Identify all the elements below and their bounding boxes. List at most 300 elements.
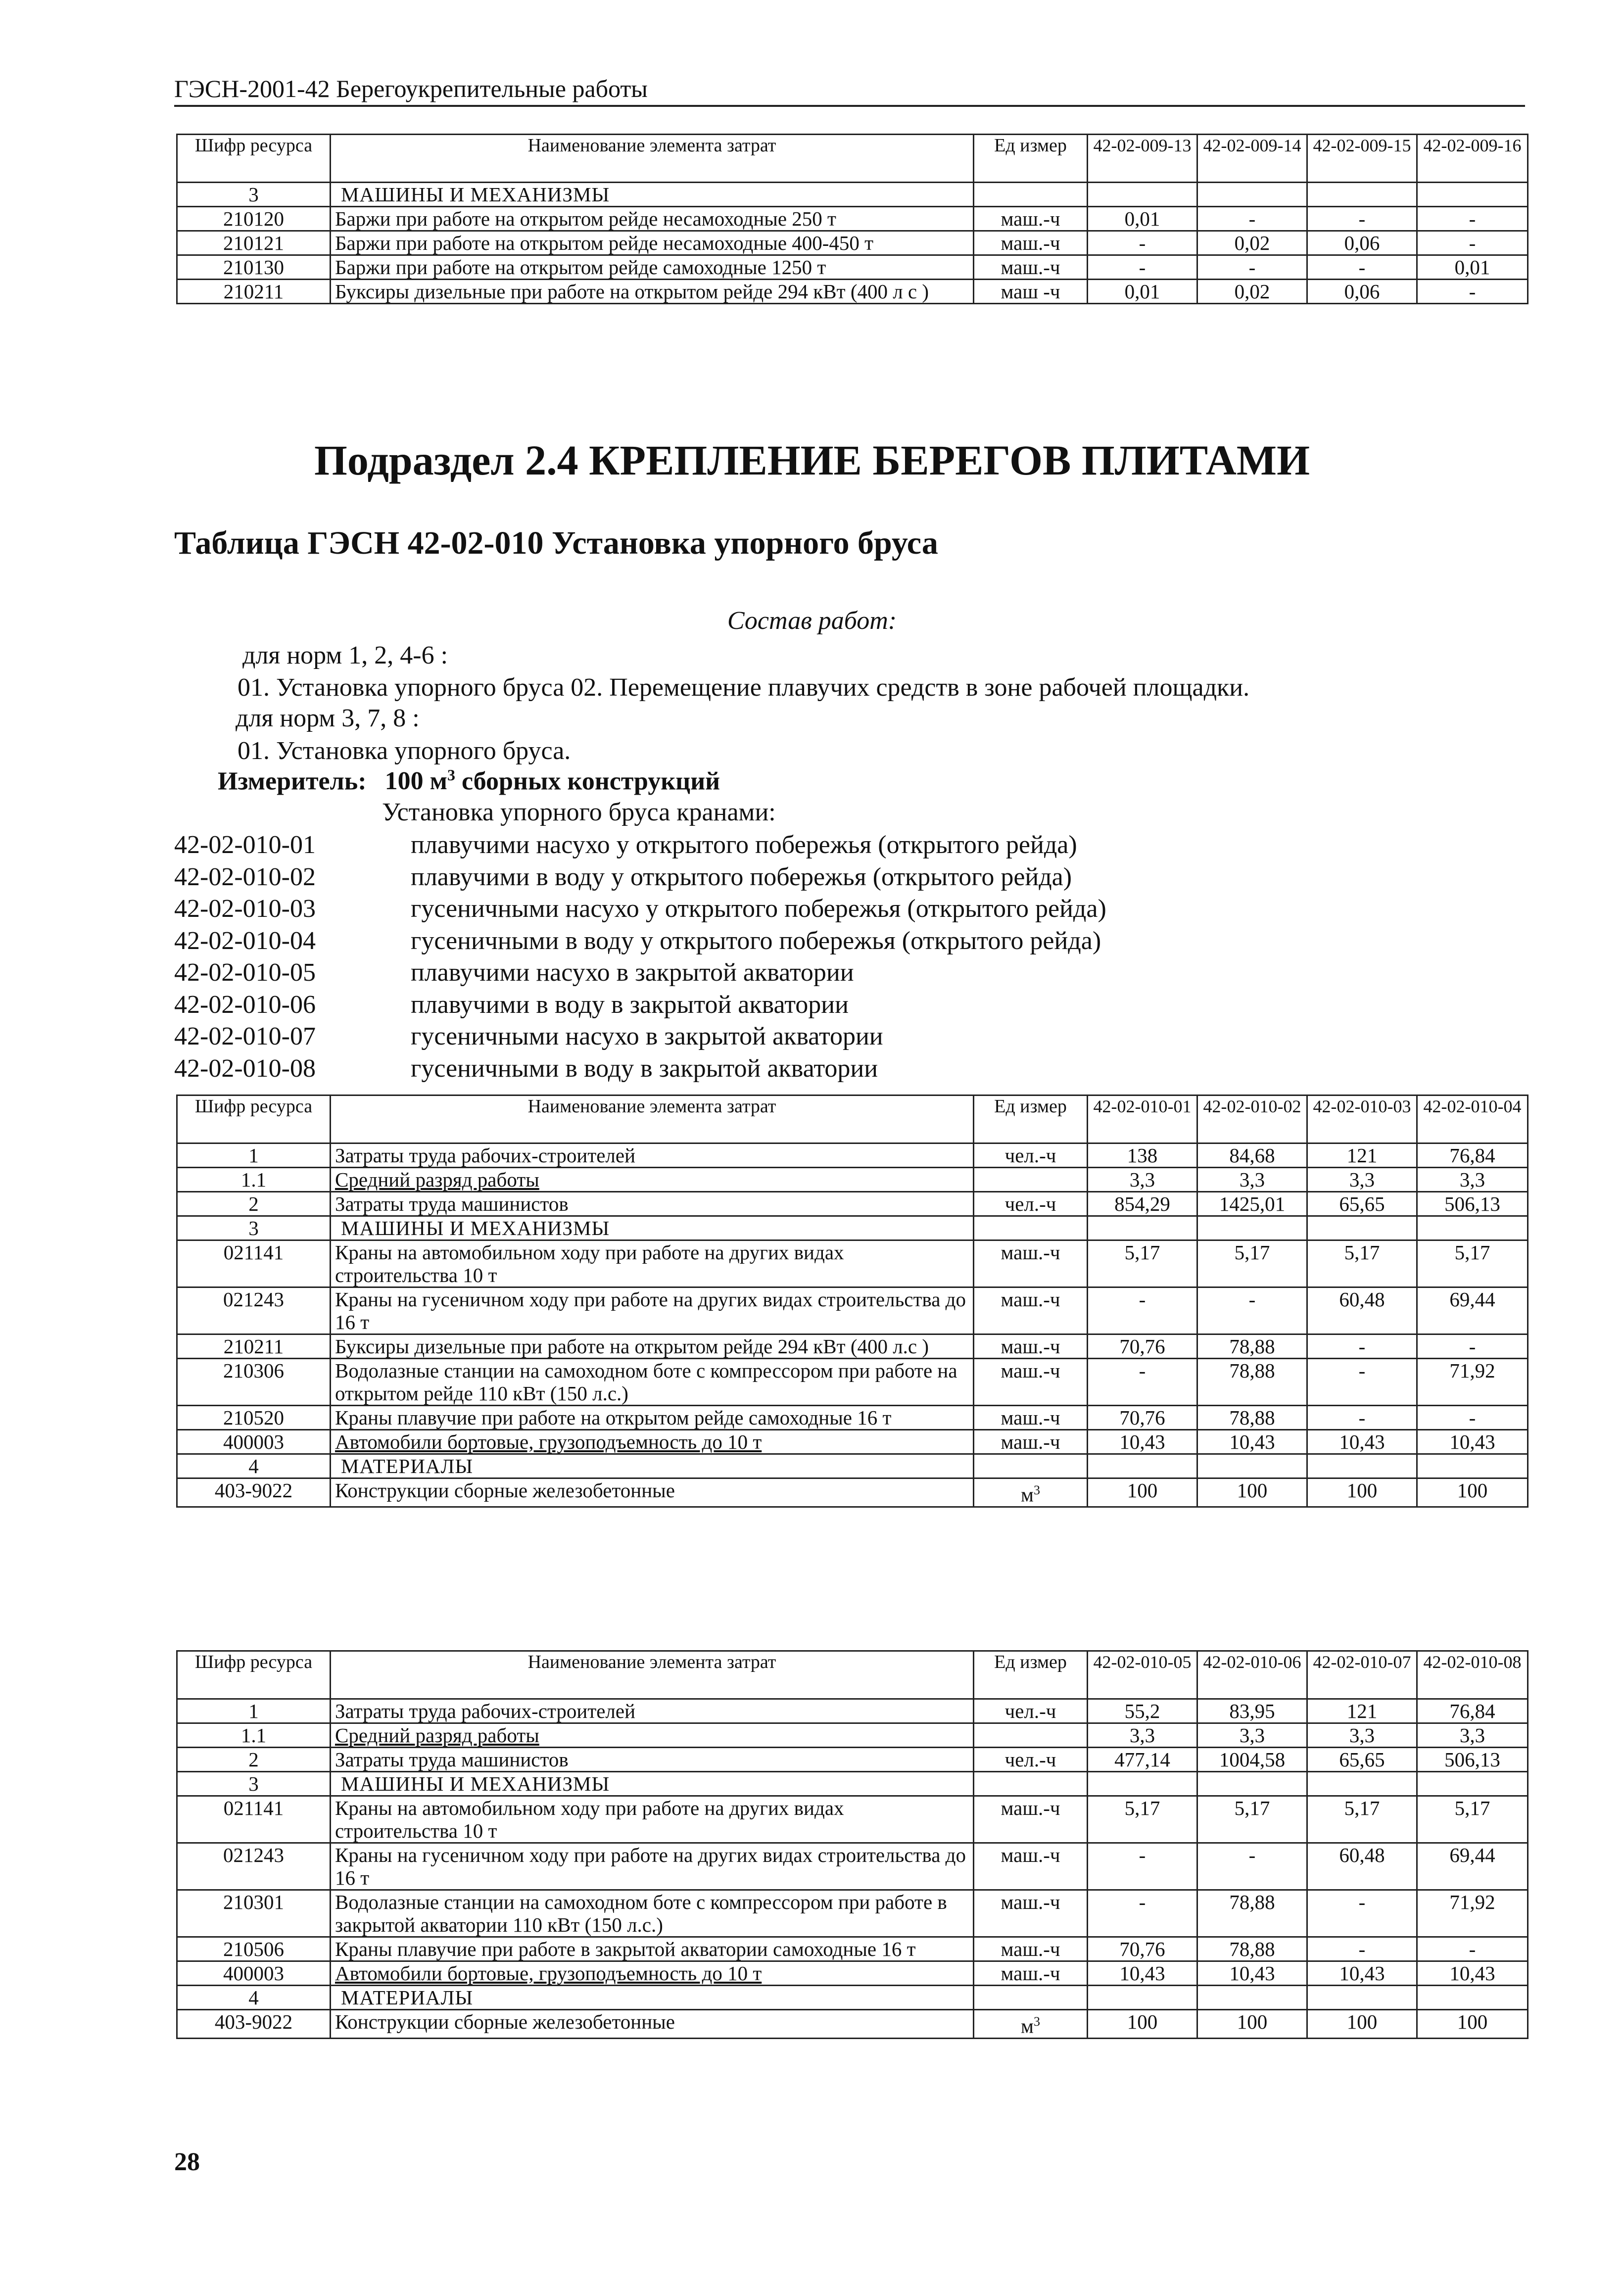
- unit-text: м: [1021, 2014, 1034, 2038]
- header-name: Наименование элемента затрат: [331, 135, 974, 183]
- header-norm-column: 42-02-010-05: [1088, 1651, 1197, 1699]
- norm-value: 100: [1197, 2010, 1307, 2039]
- norm-value: 3,3: [1307, 1723, 1417, 1748]
- norm-value: -: [1088, 231, 1197, 255]
- norm-value: 3,3: [1197, 1723, 1307, 1748]
- norm-value: 3,3: [1088, 1168, 1197, 1192]
- resource-code: 210121: [177, 231, 331, 255]
- norm-value: 3,3: [1307, 1168, 1417, 1192]
- resource-code: 2: [177, 1192, 331, 1216]
- norm-value: 1425,01: [1197, 1192, 1307, 1216]
- resource-name: Буксиры дизельные при работе на открытом рейде 294 кВт (400 л с ): [331, 280, 974, 304]
- norm-value: 5,17: [1197, 1796, 1307, 1843]
- norm-value: 10,43: [1307, 1430, 1417, 1454]
- unit-text: маш.-ч: [1001, 232, 1060, 254]
- resource-name: Краны на автомобильном ходу при работе на других видах строительства 10 т: [331, 1240, 974, 1287]
- norm-value: 70,76: [1088, 1937, 1197, 1961]
- norm-description: плавучими насухо в закрытой акватории: [411, 958, 854, 987]
- section-title: МАТЕРИАЛЫ: [331, 1986, 974, 2010]
- section-row: [177, 183, 1528, 207]
- empty-cell: [1307, 1454, 1417, 1478]
- unit-text: маш.-ч: [1001, 207, 1060, 230]
- norm-description: плавучими в воду в закрытой акватории: [411, 990, 849, 1019]
- empty-cell: [1307, 1772, 1417, 1796]
- norm-code: 42-02-010-01: [174, 831, 316, 859]
- norm-code: 42-02-010-03: [174, 895, 316, 923]
- resource-code: 210506: [177, 1937, 331, 1961]
- table-row: [177, 1961, 1528, 1986]
- resource-name: Затраты труда рабочих-строителей: [331, 1699, 974, 1723]
- header-code: Шифр ресурса: [177, 135, 331, 183]
- norm-code: 42-02-010-02: [174, 862, 316, 891]
- table-row: [177, 2010, 1528, 2039]
- norm-value: 78,88: [1197, 1406, 1307, 1430]
- norm-value: 65,65: [1307, 1748, 1417, 1772]
- norm-value: 0,02: [1197, 231, 1307, 255]
- norm-value: 83,95: [1197, 1699, 1307, 1723]
- norm-value: -: [1307, 1890, 1417, 1937]
- section-title: МАШИНЫ И МЕХАНИЗМЫ: [331, 1216, 974, 1240]
- resource-name: Затраты труда машинистов: [331, 1192, 974, 1216]
- norm-description: гусеничными в воду в закрытой акватории: [411, 1054, 878, 1083]
- resource-name: Баржи при работе на открытом рейде несамоходные 400-450 т: [331, 231, 974, 255]
- empty-cell: [974, 1772, 1088, 1796]
- norm-value: 506,13: [1417, 1192, 1528, 1216]
- norm-value: 10,43: [1197, 1961, 1307, 1986]
- empty-cell: [1088, 1986, 1197, 2010]
- norm-value: 78,88: [1197, 1359, 1307, 1406]
- resource-unit: [974, 255, 1088, 280]
- table-row: [177, 1748, 1528, 1772]
- empty-cell: [1197, 183, 1307, 207]
- resource-code: 1: [177, 1143, 331, 1168]
- table-row: [177, 207, 1528, 231]
- resource-unit: [974, 207, 1088, 231]
- section-number: 3: [177, 183, 331, 207]
- header-norm-column: 42-02-010-04: [1417, 1095, 1528, 1143]
- empty-cell: [1417, 1454, 1528, 1478]
- empty-cell: [1088, 183, 1197, 207]
- unit-text: маш.-ч: [1001, 1891, 1060, 1913]
- norm-value: 71,92: [1417, 1359, 1528, 1406]
- norm-value: 100: [1088, 1478, 1197, 1507]
- norm-value: 5,17: [1307, 1796, 1417, 1843]
- resource-name: Водолазные станции на самоходном боте с компрессором при работе на открытом рейде 110 кВт (150 л.с.): [331, 1359, 974, 1406]
- unit-text: м: [1021, 1483, 1034, 1506]
- norm-value: 5,17: [1197, 1240, 1307, 1287]
- empty-cell: [1088, 1772, 1197, 1796]
- norm-value: 506,13: [1417, 1748, 1528, 1772]
- table-row: [177, 1430, 1528, 1454]
- resource-code: 210211: [177, 1334, 331, 1359]
- table-row: [177, 255, 1528, 280]
- section-row: [177, 1986, 1528, 2010]
- section-number: 4: [177, 1454, 331, 1478]
- header-norm-column: 42-02-009-16: [1417, 135, 1528, 183]
- empty-cell: [1417, 183, 1528, 207]
- resource-name: Средний разряд работы: [331, 1723, 974, 1748]
- norm-value: 60,48: [1307, 1287, 1417, 1334]
- resource-unit: [974, 1287, 1088, 1334]
- norm-value: -: [1307, 1406, 1417, 1430]
- norm-value: 477,14: [1088, 1748, 1197, 1772]
- resource-name: Автомобили бортовые, грузоподъемность до 10 т: [331, 1430, 974, 1454]
- norm-value: -: [1088, 255, 1197, 280]
- resource-unit: [974, 1937, 1088, 1961]
- header-unit: Ед измер: [974, 1651, 1088, 1699]
- section-row: [177, 1772, 1528, 1796]
- norm-value: 0,06: [1307, 231, 1417, 255]
- norm-value: 10,43: [1307, 1961, 1417, 1986]
- unit-text: маш -ч: [1001, 280, 1060, 303]
- unit-sup: 3: [1033, 2014, 1040, 2029]
- norm-description: гусеничными насухо у открытого побережья (открытого рейда): [411, 895, 1106, 923]
- composition-steps-2: 01. Установка упорного бруса.: [238, 737, 571, 765]
- empty-cell: [1088, 1454, 1197, 1478]
- measure-line: [218, 766, 720, 796]
- measure-value: 100 м: [384, 767, 448, 796]
- empty-cell: [1307, 183, 1417, 207]
- resource-unit: [974, 231, 1088, 255]
- unit-text: маш.-ч: [1001, 1359, 1060, 1382]
- table-header-row: [177, 1651, 1528, 1699]
- empty-cell: [1197, 1216, 1307, 1240]
- norm-value: 65,65: [1307, 1192, 1417, 1216]
- resource-unit: [974, 1406, 1088, 1430]
- norm-value: -: [1088, 1890, 1197, 1937]
- page-number: 28: [174, 2148, 200, 2176]
- resource-name: Затраты труда рабочих-строителей: [331, 1143, 974, 1168]
- unit-text: маш.-ч: [1001, 1335, 1060, 1358]
- unit-text: маш.-ч: [1001, 1938, 1060, 1960]
- norm-value: 69,44: [1417, 1287, 1528, 1334]
- resource-code: 400003: [177, 1430, 331, 1454]
- resource-table-010-a: [176, 1094, 1528, 1508]
- resource-unit: [974, 2010, 1088, 2039]
- resource-unit: [974, 1961, 1088, 1986]
- composition-steps-1: 01. Установка упорного бруса 02. Перемещение плавучих средств в зоне рабочей площадки.: [238, 673, 1250, 702]
- header-rule: [174, 105, 1525, 107]
- measure-sup: 3: [447, 766, 456, 784]
- resource-name: Водолазные станции на самоходном боте с компрессором при работе в закрытой акватории 110 кВт (150 л.с.): [331, 1890, 974, 1937]
- empty-cell: [1417, 1772, 1528, 1796]
- norm-value: 70,76: [1088, 1334, 1197, 1359]
- table-row: [177, 1699, 1528, 1723]
- resource-unit: [974, 1240, 1088, 1287]
- resource-name: Краны на гусеничном ходу при работе на других видах строительства до 16 т: [331, 1843, 974, 1890]
- resource-unit: [974, 1334, 1088, 1359]
- norm-description: плавучими насухо у открытого побережья (открытого рейда): [411, 831, 1077, 859]
- composition-for-norms-1: для норм 1, 2, 4-6 :: [242, 641, 448, 669]
- norm-value: 5,17: [1417, 1796, 1528, 1843]
- norm-value: 10,43: [1197, 1430, 1307, 1454]
- norm-value: -: [1307, 1334, 1417, 1359]
- norm-value: 138: [1088, 1143, 1197, 1168]
- header-norm-column: 42-02-009-15: [1307, 135, 1417, 183]
- section-number: 3: [177, 1772, 331, 1796]
- norm-value: 100: [1417, 2010, 1528, 2039]
- norm-code: 42-02-010-07: [174, 1022, 316, 1050]
- resource-unit: [974, 1430, 1088, 1454]
- norm-value: 5,17: [1417, 1240, 1528, 1287]
- header-name: Наименование элемента затрат: [331, 1651, 974, 1699]
- resource-code: 2: [177, 1748, 331, 1772]
- norm-value: 69,44: [1417, 1843, 1528, 1890]
- unit-text: маш.-ч: [1001, 1288, 1060, 1311]
- table-row: [177, 1406, 1528, 1430]
- norm-value: 5,17: [1307, 1240, 1417, 1287]
- resource-name: Краны плавучие при работе в закрытой акватории самоходные 16 т: [331, 1937, 974, 1961]
- norm-value: 100: [1307, 2010, 1417, 2039]
- norm-value: 121: [1307, 1143, 1417, 1168]
- norm-value: -: [1417, 280, 1528, 304]
- resource-name: Автомобили бортовые, грузоподъемность до 10 т: [331, 1961, 974, 1986]
- measure-rest: сборных конструкций: [455, 767, 720, 796]
- norm-value: 78,88: [1197, 1334, 1307, 1359]
- norm-code: 42-02-010-04: [174, 926, 316, 955]
- norm-value: -: [1307, 255, 1417, 280]
- norm-value: 3,3: [1088, 1723, 1197, 1748]
- norm-description: плавучими в воду у открытого побережья (открытого рейда): [411, 862, 1072, 891]
- header-norm-column: 42-02-010-06: [1197, 1651, 1307, 1699]
- table-row: [177, 1334, 1528, 1359]
- table-row: [177, 1143, 1528, 1168]
- norm-value: 100: [1307, 1478, 1417, 1507]
- resource-name: Баржи при работе на открытом рейде несамоходные 250 т: [331, 207, 974, 231]
- table-row: [177, 1168, 1528, 1192]
- norm-value: 55,2: [1088, 1699, 1197, 1723]
- section-number: 3: [177, 1216, 331, 1240]
- composition-heading: Состав работ:: [727, 607, 897, 635]
- header-norm-column: 42-02-010-08: [1417, 1651, 1528, 1699]
- header-norm-column: 42-02-010-01: [1088, 1095, 1197, 1143]
- empty-cell: [974, 1986, 1088, 2010]
- norm-value: 3,3: [1197, 1168, 1307, 1192]
- norm-value: 3,3: [1417, 1723, 1528, 1748]
- resource-code: 021243: [177, 1843, 331, 1890]
- norm-value: -: [1088, 1287, 1197, 1334]
- norm-code: 42-02-010-06: [174, 990, 316, 1019]
- resource-code: 021141: [177, 1240, 331, 1287]
- resource-name: Буксиры дизельные при работе на открытом рейде 294 кВт (400 л.с ): [331, 1334, 974, 1359]
- norm-value: -: [1307, 1937, 1417, 1961]
- resource-name: Краны плавучие при работе на открытом рейде самоходные 16 т: [331, 1406, 974, 1430]
- norm-value: 76,84: [1417, 1699, 1528, 1723]
- norm-value: -: [1197, 255, 1307, 280]
- norm-value: 854,29: [1088, 1192, 1197, 1216]
- section-number: 4: [177, 1986, 331, 2010]
- resource-code: 1: [177, 1699, 331, 1723]
- resource-unit: [974, 1143, 1088, 1168]
- norm-value: -: [1197, 1843, 1307, 1890]
- section-row: [177, 1216, 1528, 1240]
- table-row: [177, 1843, 1528, 1890]
- norm-value: 78,88: [1197, 1937, 1307, 1961]
- empty-cell: [974, 1454, 1088, 1478]
- norm-value: 5,17: [1088, 1240, 1197, 1287]
- table-row: [177, 1287, 1528, 1334]
- table-header-row: [177, 1095, 1528, 1143]
- resource-code: 210211: [177, 280, 331, 304]
- norm-value: -: [1088, 1843, 1197, 1890]
- resource-name: Средний разряд работы: [331, 1168, 974, 1192]
- resource-unit: [974, 1890, 1088, 1937]
- norm-value: 3,3: [1417, 1168, 1528, 1192]
- empty-cell: [1417, 1986, 1528, 2010]
- table-row: [177, 1240, 1528, 1287]
- unit-text: маш.-ч: [1001, 1844, 1060, 1866]
- empty-cell: [1197, 1986, 1307, 2010]
- norm-value: -: [1307, 1359, 1417, 1406]
- resource-code: 021141: [177, 1796, 331, 1843]
- table-row: [177, 1937, 1528, 1961]
- empty-cell: [1197, 1772, 1307, 1796]
- resource-name: Краны на автомобильном ходу при работе на других видах строительства 10 т: [331, 1796, 974, 1843]
- norm-value: 70,76: [1088, 1406, 1197, 1430]
- norm-value: 10,43: [1417, 1430, 1528, 1454]
- resource-code: 400003: [177, 1961, 331, 1986]
- norm-value: 10,43: [1088, 1961, 1197, 1986]
- header-norm-column: 42-02-010-07: [1307, 1651, 1417, 1699]
- composition-for-norms-2: для норм 3, 7, 8 :: [236, 704, 420, 732]
- norm-value: 100: [1197, 1478, 1307, 1507]
- table-row: [177, 1359, 1528, 1406]
- header-norm-column: 42-02-010-02: [1197, 1095, 1307, 1143]
- norm-value: 84,68: [1197, 1143, 1307, 1168]
- norm-value: -: [1417, 1406, 1528, 1430]
- empty-cell: [974, 183, 1088, 207]
- unit-text: чел.-ч: [1004, 1748, 1056, 1771]
- resource-unit: [974, 1192, 1088, 1216]
- resource-unit: [974, 1478, 1088, 1507]
- header-norm-column: 42-02-009-13: [1088, 135, 1197, 183]
- header-norm-column: 42-02-010-03: [1307, 1095, 1417, 1143]
- section-row: [177, 1454, 1528, 1478]
- install-intro: Установка упорного бруса кранами:: [382, 798, 776, 826]
- table-title: Таблица ГЭСН 42-02-010 Установка упорного бруса: [174, 525, 938, 561]
- resource-unit: [974, 1359, 1088, 1406]
- resource-unit: [974, 1723, 1088, 1748]
- resource-unit: [974, 1699, 1088, 1723]
- norm-value: -: [1417, 231, 1528, 255]
- resource-code: 210520: [177, 1406, 331, 1430]
- empty-cell: [1088, 1216, 1197, 1240]
- table-row: [177, 231, 1528, 255]
- norm-value: 10,43: [1088, 1430, 1197, 1454]
- resource-code: 210120: [177, 207, 331, 231]
- empty-cell: [1417, 1216, 1528, 1240]
- section-title: МАШИНЫ И МЕХАНИЗМЫ: [331, 1772, 974, 1796]
- resource-code: 1.1: [177, 1723, 331, 1748]
- resource-code: 210306: [177, 1359, 331, 1406]
- resource-unit: [974, 1168, 1088, 1192]
- resource-code: 403-9022: [177, 1478, 331, 1507]
- resource-name: Краны на гусеничном ходу при работе на других видах строительства до 16 т: [331, 1287, 974, 1334]
- norm-value: 1004,58: [1197, 1748, 1307, 1772]
- empty-cell: [1307, 1986, 1417, 2010]
- resource-table-010-b: [176, 1650, 1528, 2039]
- norm-value: 0,01: [1088, 207, 1197, 231]
- resource-table-009: [176, 134, 1528, 304]
- resource-name: Конструкции сборные железобетонные: [331, 2010, 974, 2039]
- norm-value: 0,06: [1307, 280, 1417, 304]
- resource-code: 210130: [177, 255, 331, 280]
- unit-text: чел.-ч: [1004, 1700, 1056, 1722]
- unit-text: маш.-ч: [1001, 1797, 1060, 1819]
- unit-text: чел.-ч: [1004, 1144, 1056, 1167]
- norm-value: 0,02: [1197, 280, 1307, 304]
- section-title: МАШИНЫ И МЕХАНИЗМЫ: [331, 183, 974, 207]
- norm-value: 76,84: [1417, 1143, 1528, 1168]
- norm-value: 71,92: [1417, 1890, 1528, 1937]
- header-code: Шифр ресурса: [177, 1651, 331, 1699]
- norm-value: -: [1307, 207, 1417, 231]
- norm-value: 5,17: [1088, 1796, 1197, 1843]
- section-title: МАТЕРИАЛЫ: [331, 1454, 974, 1478]
- norm-code: 42-02-010-05: [174, 958, 316, 987]
- measure-label: Измеритель:: [218, 767, 367, 796]
- unit-text: маш.-ч: [1001, 256, 1060, 279]
- table-row: [177, 1478, 1528, 1507]
- header-name: Наименование элемента затрат: [331, 1095, 974, 1143]
- norm-value: -: [1417, 207, 1528, 231]
- header-unit: Ед измер: [974, 1095, 1088, 1143]
- norm-value: 10,43: [1417, 1961, 1528, 1986]
- table-header-row: [177, 135, 1528, 183]
- resource-code: 403-9022: [177, 2010, 331, 2039]
- table-row: [177, 1723, 1528, 1748]
- unit-text: чел.-ч: [1004, 1192, 1056, 1215]
- resource-name: Конструкции сборные железобетонные: [331, 1478, 974, 1507]
- unit-text: маш.-ч: [1001, 1406, 1060, 1429]
- resource-code: 210301: [177, 1890, 331, 1937]
- norm-code: 42-02-010-08: [174, 1054, 316, 1083]
- unit-text: маш.-ч: [1001, 1962, 1060, 1985]
- norm-value: -: [1417, 1334, 1528, 1359]
- norm-value: 0,01: [1417, 255, 1528, 280]
- resource-name: Баржи при работе на открытом рейде самоходные 1250 т: [331, 255, 974, 280]
- header-unit: Ед измер: [974, 135, 1088, 183]
- resource-unit: [974, 1748, 1088, 1772]
- resource-name: Затраты труда машинистов: [331, 1748, 974, 1772]
- resource-unit: [974, 1796, 1088, 1843]
- norm-value: 100: [1088, 2010, 1197, 2039]
- norm-value: -: [1417, 1937, 1528, 1961]
- norm-value: -: [1197, 207, 1307, 231]
- empty-cell: [1197, 1454, 1307, 1478]
- table-row: [177, 1890, 1528, 1937]
- header-code: Шифр ресурса: [177, 1095, 331, 1143]
- resource-code: 1.1: [177, 1168, 331, 1192]
- empty-cell: [974, 1216, 1088, 1240]
- unit-text: маш.-ч: [1001, 1430, 1060, 1453]
- resource-unit: [974, 280, 1088, 304]
- resource-unit: [974, 1843, 1088, 1890]
- norm-value: 100: [1417, 1478, 1528, 1507]
- norm-value: 60,48: [1307, 1843, 1417, 1890]
- table-row: [177, 280, 1528, 304]
- norm-description: гусеничными в воду у открытого побережья (открытого рейда): [411, 926, 1101, 955]
- norm-value: -: [1197, 1287, 1307, 1334]
- norm-description: гусеничными насухо в закрытой акватории: [411, 1022, 883, 1050]
- empty-cell: [1307, 1216, 1417, 1240]
- resource-code: 021243: [177, 1287, 331, 1334]
- header-norm-column: 42-02-009-14: [1197, 135, 1307, 183]
- subsection-title: Подраздел 2.4 КРЕПЛЕНИЕ БЕРЕГОВ ПЛИТАМИ: [314, 436, 1310, 484]
- norm-value: 0,01: [1088, 280, 1197, 304]
- norm-value: 121: [1307, 1699, 1417, 1723]
- unit-sup: 3: [1033, 1483, 1040, 1497]
